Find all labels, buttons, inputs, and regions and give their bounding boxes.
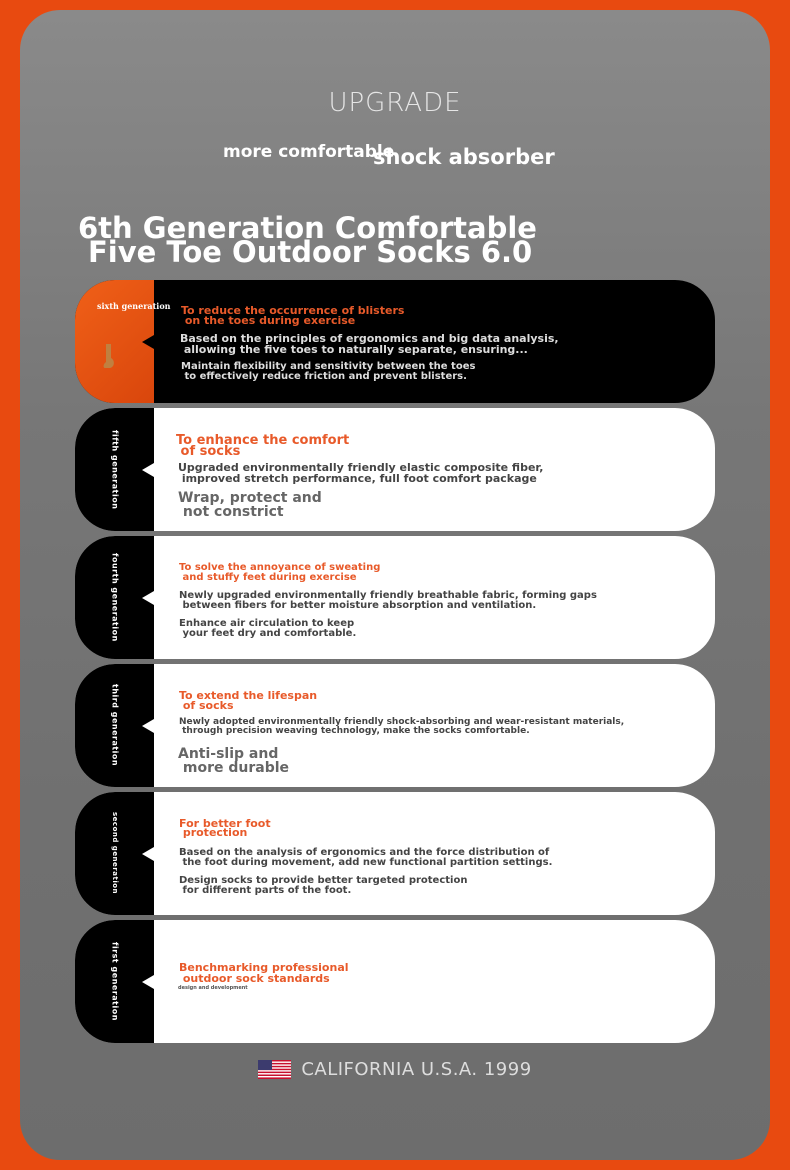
card-text-1: Based on the analysis of ergonomics and the force distribution of the foot during movement, add new functional partition settings.	[179, 847, 553, 868]
upgrade-heading: UPGRADE	[328, 88, 462, 118]
pointer-notch	[142, 975, 154, 989]
card-content	[176, 664, 703, 787]
title-line-2: Five Toe Outdoor Socks 6.0	[88, 235, 533, 269]
generation-label-text: fourth generation	[110, 553, 120, 642]
generation-card-fifth	[75, 408, 715, 531]
generation-card-third	[75, 664, 715, 787]
card-content	[176, 792, 703, 915]
pointer-notch	[142, 847, 154, 861]
pointer-notch	[142, 335, 154, 349]
generation-label	[102, 807, 128, 900]
generation-label-text: fifth generation	[110, 429, 120, 510]
card-text-1: Newly adopted environmentally friendly shock-absorbing and wear-resistant materials, through precision weaving technology, make the socks comfortable.	[179, 717, 625, 736]
card-heading: To solve the annoyance of sweating and stuffy feet during exercise	[179, 562, 381, 583]
title-line-1: 6th Generation Comfortable	[78, 211, 537, 245]
generation-label	[102, 935, 128, 1028]
generation-label	[102, 551, 128, 644]
generation-card-second	[75, 792, 715, 915]
generation-label-text: second generation	[111, 812, 119, 895]
card-text-2: Enhance air circulation to keep your feet dry and comfortable.	[179, 618, 357, 639]
card-text-2: Wrap, protect and not constrict	[178, 490, 322, 520]
pointer-notch	[142, 719, 154, 733]
card-heading: To extend the lifespan of socks	[179, 689, 318, 712]
card-text-2: Design socks to provide better targeted protection for different parts of the foot.	[179, 875, 468, 896]
tagline-shock-absorber: shock absorber	[373, 145, 555, 169]
generation-card-sixth	[75, 280, 715, 403]
pointer-notch	[142, 591, 154, 605]
card-text-1: Upgraded environmentally friendly elastic composite fiber, improved stretch performance, full foot comfort package	[178, 461, 544, 485]
footer-text: CALIFORNIA U.S.A. 1999	[301, 1059, 532, 1080]
sock-icon	[102, 342, 116, 370]
card-heading: To enhance the comfort of socks	[176, 433, 350, 459]
generation-label-text: first generation	[110, 942, 120, 1021]
card-heading: To reduce the occurrence of blisters on the toes during exercise	[181, 304, 405, 327]
card-text-2: Maintain flexibility and sensitivity between the toes to effectively reduce friction and prevent blisters.	[181, 361, 476, 382]
pointer-notch	[142, 463, 154, 477]
card-heading: Benchmarking professional outdoor sock standards	[179, 961, 349, 985]
card-content	[176, 280, 703, 403]
generation-label: sixth generation	[97, 301, 171, 311]
card-content	[176, 920, 703, 1043]
footer	[0, 1059, 790, 1080]
card-text-2: Anti-slip and more durable	[178, 746, 290, 776]
card-content	[176, 408, 703, 531]
product-title	[78, 211, 537, 269]
card-text-1: design and development	[178, 985, 248, 991]
tagline-comfortable: more comfortable	[223, 142, 395, 162]
generation-card-first	[75, 920, 715, 1043]
card-text-1: Newly upgraded environmentally friendly breathable fabric, forming gaps between fibers for better moisture absorption and ventilation.	[179, 590, 597, 611]
generation-label-text: third generation	[110, 684, 120, 767]
generation-label	[102, 423, 128, 516]
us-flag-icon	[258, 1060, 291, 1079]
card-heading: For better foot protection	[179, 817, 271, 839]
generation-label	[102, 679, 128, 772]
generation-card-fourth	[75, 536, 715, 659]
card-text-1: Based on the principles of ergonomics and big data analysis, allowing the five toes to naturally separate, ensuring...	[180, 332, 559, 356]
card-content	[176, 536, 703, 659]
